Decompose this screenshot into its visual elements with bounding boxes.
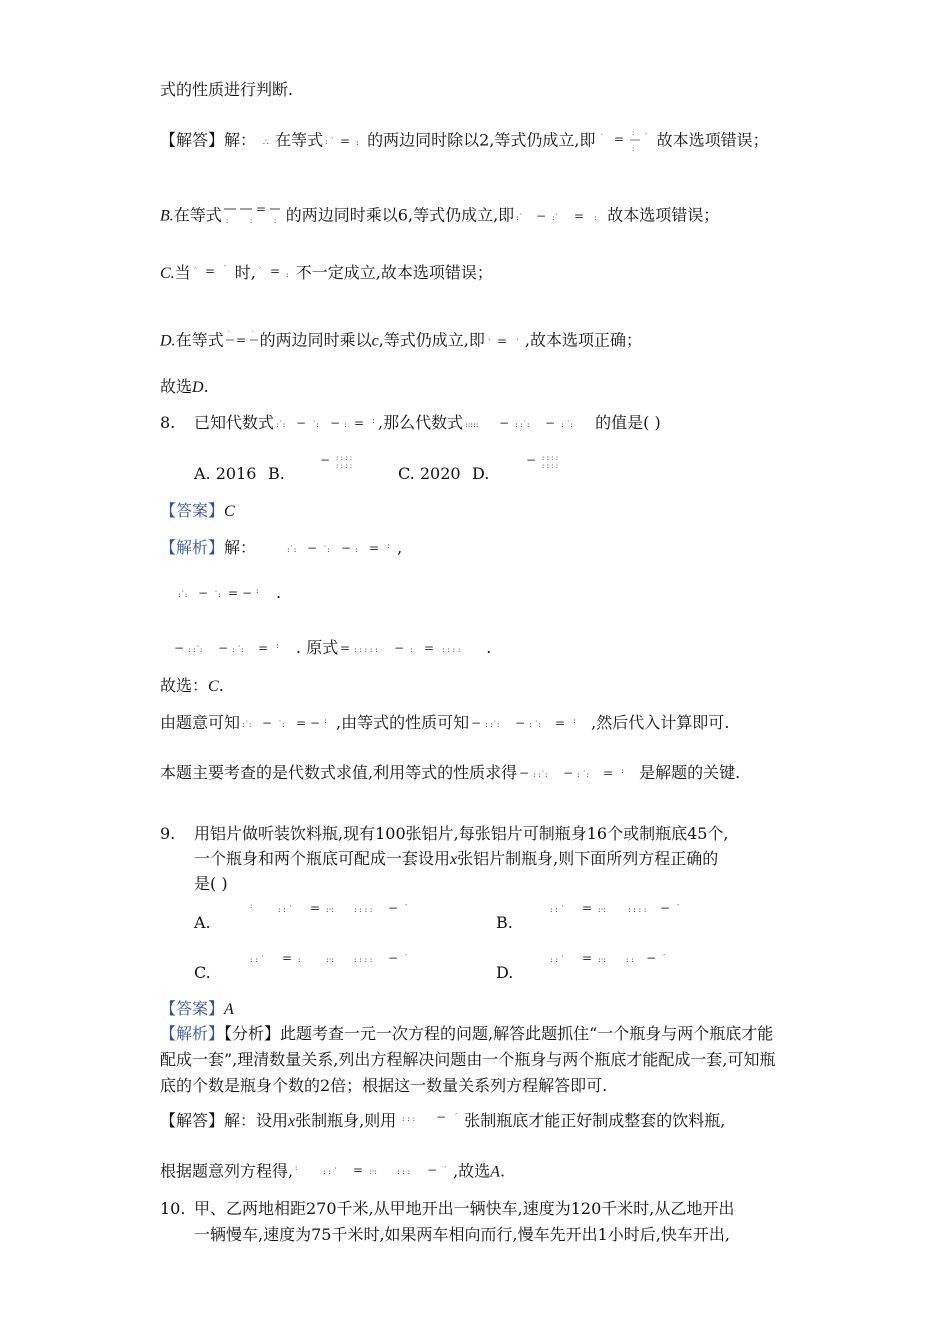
formula-image: [396, 1111, 464, 1133]
q9-option-a: A.: [194, 913, 211, 932]
svg-text:−: −: [242, 585, 253, 600]
svg-text::: :: [285, 269, 289, 279]
formula-image: [240, 713, 336, 735]
formula-image: [469, 713, 591, 735]
q8-option-b: B.: [268, 464, 285, 483]
q8-number: 8.: [160, 413, 176, 432]
svg-text::: :: [621, 765, 624, 775]
svg-text:ˊ: ˊ: [257, 266, 262, 275]
q7-option-c: C.当 ˊ = ˊ 时, ˊ = : 不一定成立,故本选项错误；: [160, 262, 493, 285]
formula-image: [248, 948, 414, 978]
q8-choose: 故选：C.: [160, 676, 224, 695]
formula-image: [285, 538, 397, 560]
svg-text::: :: [249, 217, 253, 225]
svg-text:: : ˙: : : ˙: [550, 955, 565, 964]
svg-text:ˊ: ˊ: [443, 1166, 447, 1174]
svg-text:: : : :: : : : :: [628, 905, 647, 914]
svg-text::: :: [573, 715, 576, 725]
formula-image: [514, 206, 602, 226]
svg-text:=: =: [296, 715, 307, 730]
formula-image: [596, 127, 652, 155]
svg-text::˙: :˙: [516, 213, 523, 222]
svg-text:=: =: [354, 415, 365, 430]
svg-text::˙:: :˙:: [178, 589, 188, 599]
svg-text::: :: [273, 217, 277, 225]
q8-option-c: C. 2020: [398, 464, 461, 483]
svg-text:ˊ: ˊ: [643, 133, 647, 141]
svg-text:−: −: [388, 951, 399, 965]
svg-text:−: −: [519, 765, 530, 780]
q9-analysis: 【解析】【分析】此题考查一元一次方程的问题,解答此题抓住“一个瓶身与两个瓶底才能配成一套”,理清数量关系,列出方程解决问题由一个瓶身与两个瓶底才能配成一套,可知瓶底的个数是瓶身个数的2倍；根据这一数量关系列方程解答即可.: [160, 1024, 776, 1095]
svg-text:ˊ: ˊ: [676, 904, 680, 912]
q9-answer: 【答案】A: [160, 999, 234, 1018]
svg-text:: : :: : : :: [397, 1167, 411, 1176]
svg-text:=: =: [204, 263, 215, 278]
svg-text:=: =: [603, 765, 614, 780]
q7-choose: 故选D.: [160, 377, 209, 396]
svg-text:−: −: [218, 640, 229, 655]
svg-text:−: −: [310, 715, 321, 730]
svg-text:: : : :: : : : :: [354, 955, 373, 964]
svg-text:ˊ: ˊ: [454, 1112, 458, 1121]
svg-text:=: =: [235, 333, 246, 347]
svg-text:−: −: [427, 1163, 438, 1177]
svg-text:: :˙:: : :˙:: [533, 769, 548, 779]
svg-text:=: =: [613, 132, 624, 146]
svg-text::˙:: :˙:: [287, 544, 297, 554]
svg-text:: ˙:: : ˙:: [561, 419, 574, 429]
q8-key: 本题主要考查的是代数式求值,利用等式的性质求得 − : :˙: − : ˙: = : 是解题的关键.: [160, 762, 740, 785]
svg-text:−: −: [545, 415, 556, 430]
svg-text:=: =: [555, 715, 566, 730]
svg-text::·:: :·:: [598, 955, 606, 964]
svg-text::: :: [225, 217, 229, 225]
svg-text:: : : :: : : : :: [354, 905, 373, 914]
q7-solution-a: 【解答】解： ∴ 在等式 : ˙ = : 的两边同时除以2,等式仍成立,即 ˊ = : : ˊ 故本选项错误；: [160, 129, 769, 153]
svg-text::::::: :::::: [465, 419, 479, 429]
svg-text:˙:: ˙:: [214, 589, 221, 599]
q9-stem-line-1: 用铝片做听装饮料瓶,现有100张铝片,每张铝片可制瓶身16个或制瓶底45个,: [194, 824, 729, 843]
svg-text:: : ˙: : : ˙: [278, 905, 293, 914]
q9-option-b: B.: [496, 913, 513, 932]
svg-text:=: =: [582, 901, 593, 915]
svg-text:=: =: [424, 640, 435, 655]
formula-image: [248, 898, 414, 928]
svg-text::·:: :·:: [369, 1167, 378, 1176]
solution-label: 【解答】: [160, 130, 225, 150]
svg-text:˙:: ˙:: [312, 419, 319, 429]
svg-text:: : : : :: : : : : :: [354, 644, 378, 654]
formula-image: [463, 413, 595, 435]
svg-text::: :: [295, 1164, 298, 1172]
svg-text:: :˙:: : :˙:: [515, 419, 530, 429]
svg-text:ˊ: ˊ: [192, 266, 197, 275]
formula-image: [222, 201, 286, 231]
svg-text:: : ˙: : : ˙: [550, 905, 565, 914]
svg-text::: :: [356, 138, 359, 147]
formula-image: [338, 638, 486, 660]
svg-text:=: =: [310, 901, 321, 915]
q9-option-d: D.: [496, 963, 514, 982]
svg-text::·:: :·:: [598, 905, 606, 914]
svg-text::: :: [410, 644, 413, 654]
svg-text:=: =: [496, 334, 507, 348]
svg-text:=: =: [582, 951, 593, 965]
svg-text:=: =: [258, 640, 269, 655]
svg-text:ˊ: ˊ: [250, 331, 254, 338]
svg-text:: : :: : : :: [402, 1113, 416, 1123]
svg-text:: : : :: : : : :: [542, 454, 559, 462]
svg-text:−: −: [330, 415, 341, 430]
q9-number: 9.: [160, 824, 176, 843]
svg-text::·:: :·:: [326, 955, 334, 964]
formula-image: [274, 413, 378, 435]
svg-text:=: =: [269, 263, 280, 278]
q9-solution: 【解答】解：设用x张制瓶身,则用 : : : − ˊ 张制瓶底才能正好制成整套的饮料瓶,: [160, 1110, 725, 1133]
svg-text::˙: :˙: [552, 213, 559, 222]
formula-image: [485, 331, 525, 351]
formula-image: [548, 948, 678, 978]
svg-text:−: −: [262, 715, 273, 730]
svg-text:: :: : :: [626, 955, 634, 964]
svg-text:−: −: [526, 453, 537, 467]
svg-text:=: =: [228, 585, 239, 600]
formula-image: [176, 583, 276, 605]
svg-text:−: −: [536, 209, 547, 223]
svg-text::: :: [387, 540, 390, 550]
svg-text:ˊ: ˊ: [662, 954, 666, 962]
svg-text:: ˙:: : ˙:: [529, 719, 542, 729]
svg-text:: ˙:: : ˙:: [577, 769, 590, 779]
q8-option-d: D.: [472, 464, 490, 483]
svg-text:=: =: [369, 540, 380, 555]
formula-image: [224, 326, 260, 356]
svg-text:=: =: [353, 1163, 364, 1177]
svg-text:ˊ: ˊ: [599, 134, 603, 141]
svg-text::: :: [372, 415, 375, 425]
formula-image: [172, 638, 296, 660]
svg-text:−: −: [388, 901, 399, 915]
q10-line-2: 一辆慢车,速度为75千米时,如果两车相向而行,慢车先开出1小时后,快车开出,: [194, 1225, 730, 1244]
q8-hint: 由题意可知 :˙: − ˙: = − : ,由等式的性质可知 − : :˙: − : ˙: = : ,然后代入计算即可.: [160, 712, 729, 735]
svg-text:−: −: [660, 901, 671, 915]
formula-image: [261, 134, 275, 148]
svg-text:∴: ∴: [263, 138, 269, 148]
svg-text::˙:: :˙:: [276, 419, 286, 429]
svg-text:−: −: [307, 540, 318, 555]
svg-text:−: −: [515, 715, 526, 730]
svg-text::: :: [276, 640, 279, 650]
svg-text::: :: [594, 213, 597, 222]
formula-image: [548, 898, 688, 928]
svg-text:−: −: [646, 951, 657, 965]
q8-step-2: − : :˙: − : ˙: = : . 原式 = : : : : : − : = : : : : .: [172, 637, 491, 660]
q7-option-d: D.在等式 ˊ = ˊ 的两边同时乘以c,等式仍成立,即 ˊ = ˊ ,故本选项正确；: [160, 326, 642, 356]
svg-text:−: −: [436, 1110, 447, 1124]
svg-text::: :: [631, 129, 634, 137]
svg-text:=: =: [255, 202, 266, 216]
q8-answer: 【答案】C: [160, 501, 235, 520]
svg-text:: :˙:: : :˙:: [188, 644, 203, 654]
svg-text:: : ˙: : : ˙: [250, 955, 265, 964]
svg-text::: :: [344, 419, 347, 429]
svg-text:−: −: [296, 415, 307, 430]
formula-image: [256, 263, 296, 285]
q9-equation: 根据题意列方程得, : : : ˙ = :·: : : : − ˊ ,故选A.: [160, 1160, 505, 1184]
formula-image: [323, 131, 367, 151]
svg-text:ˊ: ˊ: [514, 338, 519, 347]
svg-text:ˊ: ˊ: [404, 954, 408, 962]
q9-option-c: C.: [194, 963, 211, 982]
svg-text:−: −: [198, 585, 209, 600]
svg-text:: : : :: : : : :: [542, 462, 559, 470]
q10-number: 10.: [160, 1199, 186, 1218]
svg-text::: :: [631, 145, 634, 153]
svg-text:˙:: ˙:: [278, 719, 285, 729]
q9-stem-line-3: 是( ): [194, 874, 228, 893]
svg-text:: : : :: : : : :: [336, 454, 353, 462]
svg-text:: : : :: : : : :: [336, 462, 353, 470]
formula-image: [191, 263, 235, 285]
q8-analysis: 【解析】解： :˙: − ˙: − : = : ,: [160, 537, 402, 560]
svg-text::: :: [256, 585, 259, 595]
svg-text:: ˙: : ˙: [325, 137, 335, 146]
q8-option-a: A. 2016: [194, 464, 257, 483]
svg-text:=: =: [574, 209, 585, 223]
svg-text::: :: [355, 544, 358, 554]
svg-text:ˊ: ˊ: [226, 331, 230, 338]
svg-text:−: −: [471, 715, 482, 730]
q7-option-b: B.在等式 = : : : 的两边同时乘以6,等式仍成立,即 :˙ − :˙ = : 故本选项错误；: [160, 201, 719, 231]
svg-text:−: −: [174, 640, 185, 655]
svg-text:=: =: [340, 134, 351, 148]
svg-text::: :: [250, 902, 253, 910]
q10-line-1: 甲、乙两地相距270千米,从甲地开出一辆快车,速度为120千米时,从乙地开出: [194, 1199, 735, 1218]
svg-text:ˊ: ˊ: [486, 338, 491, 347]
svg-text:−: −: [341, 540, 352, 555]
svg-text:−: −: [499, 415, 510, 430]
svg-text:−: −: [563, 765, 574, 780]
svg-text:˙:: ˙:: [323, 544, 330, 554]
intro-text: 式的性质进行判断.: [160, 80, 294, 99]
svg-text::: :: [298, 955, 301, 964]
svg-text::˙:: :˙:: [242, 719, 252, 729]
formula-image: [524, 450, 584, 478]
svg-text::: :: [324, 715, 327, 725]
svg-text:: ˙:: : ˙:: [232, 644, 244, 654]
svg-text:: : : :: : : : :: [442, 644, 461, 654]
svg-text:=: =: [282, 951, 293, 965]
svg-text:−: −: [320, 453, 331, 467]
svg-text:: : ˙: : : ˙: [323, 1167, 338, 1176]
svg-text:−: −: [394, 640, 405, 655]
q8-stem: 已知代数式 :˙: − ˙: − : = : ,那么代数式 ::::: − : :˙: − : ˙: 的值是( ): [194, 412, 661, 435]
q8-step-1: :˙: − ˙: = − : .: [176, 582, 281, 605]
svg-text:ˊ: ˊ: [222, 264, 227, 273]
svg-text:=: =: [340, 640, 351, 655]
svg-text::·:: :·:: [326, 905, 334, 914]
formula-image: [293, 1160, 453, 1184]
svg-text:: :˙:: : :˙:: [485, 719, 500, 729]
svg-text:ˊ: ˊ: [404, 904, 408, 912]
formula-image: [318, 450, 378, 478]
q9-stem-line-2: 一个瓶身和两个瓶底可配成一套设用x张铝片制瓶身,则下面所列方程正确的: [194, 849, 719, 868]
formula-image: [517, 763, 639, 785]
